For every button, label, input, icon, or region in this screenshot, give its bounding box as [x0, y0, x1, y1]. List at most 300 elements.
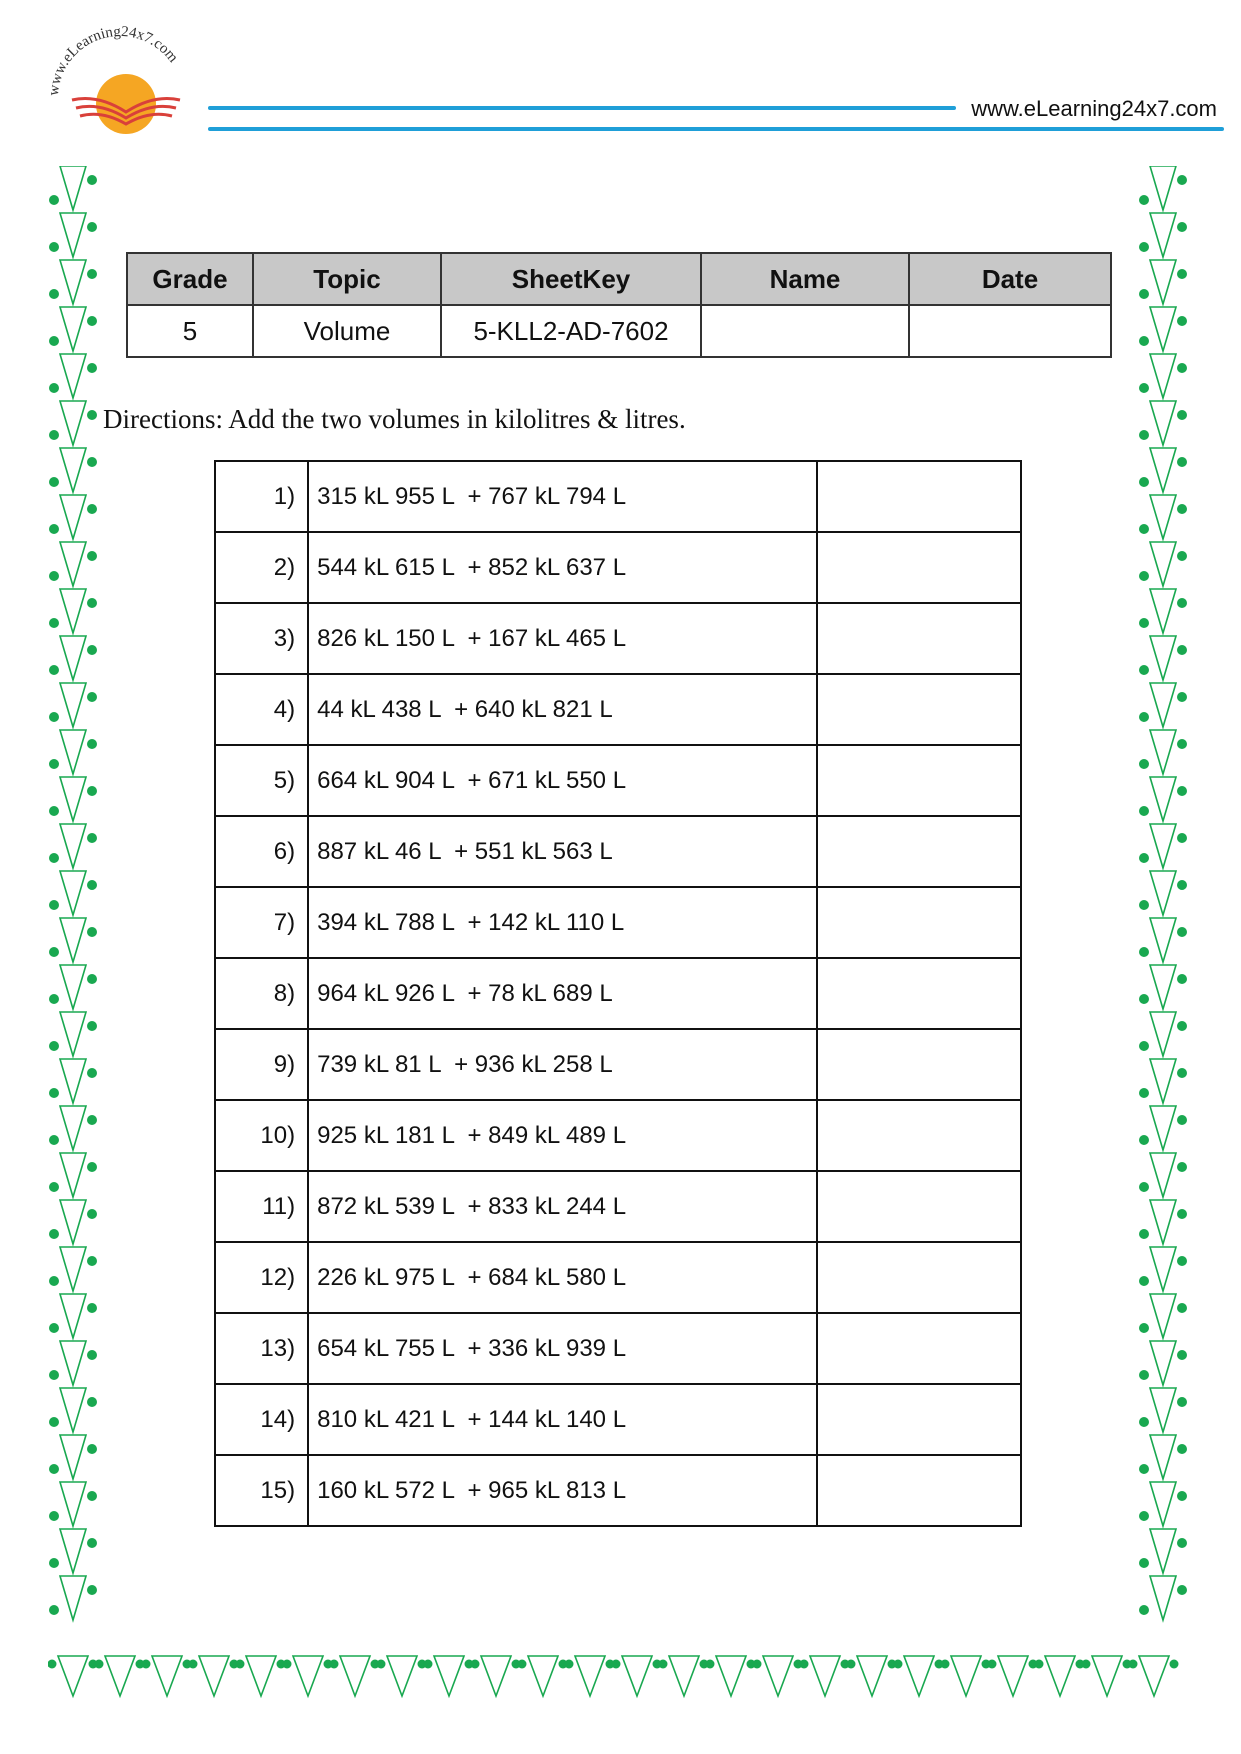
border-dot [1177, 1397, 1187, 1407]
border-dot [87, 692, 97, 702]
border-dot [753, 1660, 762, 1669]
border-triangle [60, 1388, 86, 1432]
problem-first-volume: 654 kL 755 L [317, 1334, 455, 1362]
problem-first-volume: 160 kL 572 L [317, 1476, 455, 1504]
border-triangle [152, 1656, 182, 1696]
border-triangle [60, 1012, 86, 1056]
answer-box[interactable] [817, 1313, 1021, 1384]
problem-number: 7) [215, 887, 308, 958]
border-dot [142, 1660, 151, 1669]
border-dot [1177, 1209, 1187, 1219]
border-dot [988, 1660, 997, 1669]
border-dot [49, 383, 59, 393]
border-triangle [1150, 213, 1176, 257]
border-dot [95, 1660, 104, 1669]
border-dot [49, 1088, 59, 1098]
border-triangle [60, 1153, 86, 1197]
border-triangle [60, 1106, 86, 1150]
problem-expression [308, 745, 817, 816]
border-dot [1139, 947, 1149, 957]
border-dot [87, 1585, 97, 1595]
border-dot [49, 1511, 59, 1521]
border-dot [49, 1605, 59, 1615]
border-triangle [669, 1656, 699, 1696]
info-header-sheetkey: SheetKey [441, 253, 701, 305]
border-dot [87, 786, 97, 796]
problem-number: 4) [215, 674, 308, 745]
problem-second-volume: + 965 kL 813 L [467, 1476, 627, 1504]
site-url: www.eLearning24x7.com [971, 96, 1217, 121]
border-triangle [60, 965, 86, 1009]
border-dot [894, 1660, 903, 1669]
border-dot [1139, 1605, 1149, 1615]
border-dot [1177, 457, 1187, 467]
problem-row [215, 1384, 1021, 1455]
border-dot [87, 363, 97, 373]
border-dot [1139, 1558, 1149, 1568]
border-dot [87, 598, 97, 608]
expression-spacer [441, 838, 454, 865]
border-triangle [60, 260, 86, 304]
problem-expression [308, 674, 817, 745]
border-triangle [951, 1656, 981, 1696]
answer-box[interactable] [817, 1029, 1021, 1100]
problem-expression [308, 532, 817, 603]
border-triangle [1150, 683, 1176, 727]
expression-spacer [454, 909, 467, 936]
border-dot [800, 1660, 809, 1669]
border-triangle [1150, 824, 1176, 868]
border-triangle [1150, 260, 1176, 304]
problem-number: 8) [215, 958, 308, 1029]
border-dot [1139, 994, 1149, 1004]
border-triangle [105, 1656, 135, 1696]
border-triangle [1150, 495, 1176, 539]
problem-expression [308, 1171, 817, 1242]
border-dot [1129, 1660, 1138, 1669]
border-dot [189, 1660, 198, 1669]
border-dot [706, 1660, 715, 1669]
problem-first-volume: 226 kL 975 L [317, 1263, 455, 1291]
answer-box[interactable] [817, 603, 1021, 674]
border-dot [49, 336, 59, 346]
border-dot [49, 994, 59, 1004]
info-value-topic: Volume [253, 305, 441, 357]
answer-box[interactable] [817, 532, 1021, 603]
border-triangle [60, 824, 86, 868]
border-dot [1177, 410, 1187, 420]
border-triangle [387, 1656, 417, 1696]
border-dot [1139, 336, 1149, 346]
border-dot [87, 1256, 97, 1266]
border-dot [1139, 1229, 1149, 1239]
border-dot [87, 551, 97, 561]
problem-number: 11) [215, 1171, 308, 1242]
logo-graphic [40, 20, 210, 150]
border-dot [1139, 1276, 1149, 1286]
problem-row [215, 816, 1021, 887]
expression-spacer [454, 1193, 467, 1220]
border-triangle [60, 683, 86, 727]
problem-row [215, 1313, 1021, 1384]
border-dot [87, 645, 97, 655]
border-dot [1177, 645, 1187, 655]
border-triangle [340, 1656, 370, 1696]
border-dot [1139, 430, 1149, 440]
problem-second-volume: + 167 kL 465 L [467, 624, 627, 652]
border-dot [1177, 1491, 1187, 1501]
border-dot [1177, 786, 1187, 796]
problem-second-volume: + 144 kL 140 L [467, 1405, 627, 1433]
border-triangle [998, 1656, 1028, 1696]
expression-spacer [454, 1264, 467, 1291]
border-dot [659, 1660, 668, 1669]
problem-expression [308, 1384, 817, 1455]
border-dot [1139, 383, 1149, 393]
border-dot [87, 222, 97, 232]
border-dot [612, 1660, 621, 1669]
border-dot [1139, 1464, 1149, 1474]
answer-box[interactable] [817, 1242, 1021, 1313]
border-dot [87, 833, 97, 843]
border-dot [377, 1660, 386, 1669]
answer-box[interactable] [817, 1455, 1021, 1526]
problem-second-volume: + 336 kL 939 L [467, 1334, 627, 1362]
problem-number: 2) [215, 532, 308, 603]
border-triangle [1150, 918, 1176, 962]
problem-number: 9) [215, 1029, 308, 1100]
border-dot [87, 880, 97, 890]
problem-first-volume: 826 kL 150 L [317, 624, 455, 652]
problem-second-volume: + 78 kL 689 L [467, 979, 613, 1007]
border-dot [87, 1303, 97, 1313]
border-triangle [1150, 1482, 1176, 1526]
border-triangle [1150, 1247, 1176, 1291]
border-dot [1139, 1135, 1149, 1145]
problem-row [215, 603, 1021, 674]
border-dot [1177, 363, 1187, 373]
problem-first-volume: 544 kL 615 L [317, 553, 455, 581]
border-triangle [1150, 1435, 1176, 1479]
problem-first-volume: 887 kL 46 L [317, 837, 441, 865]
problem-first-volume: 925 kL 181 L [317, 1121, 455, 1149]
expression-spacer [454, 1122, 467, 1149]
info-value-sheetkey: 5-KLL2-AD-7602 [441, 305, 701, 357]
answer-box[interactable] [817, 674, 1021, 745]
border-triangle [716, 1656, 746, 1696]
border-triangle [60, 777, 86, 821]
info-value-grade: 5 [127, 305, 253, 357]
border-triangle [1150, 777, 1176, 821]
border-dot [1139, 1088, 1149, 1098]
border-triangle [1150, 730, 1176, 774]
border-dot [49, 477, 59, 487]
border-dot [87, 457, 97, 467]
problem-expression [308, 1455, 817, 1526]
problem-second-volume: + 767 kL 794 L [467, 482, 627, 510]
border-dot [49, 571, 59, 581]
problem-number: 15) [215, 1455, 308, 1526]
problem-second-volume: + 551 kL 563 L [454, 837, 613, 865]
problem-number: 3) [215, 603, 308, 674]
border-dot [49, 1464, 59, 1474]
border-triangle [1150, 871, 1176, 915]
logo-arc-text: www.eLearning24x7.com [45, 23, 181, 97]
border-dot [49, 1370, 59, 1380]
answer-box[interactable] [817, 745, 1021, 816]
border-dot [49, 1135, 59, 1145]
problem-row [215, 958, 1021, 1029]
problem-row [215, 1100, 1021, 1171]
border-dot [1139, 618, 1149, 628]
border-triangle [60, 1529, 86, 1573]
border-dot [1177, 927, 1187, 937]
border-dot [87, 1162, 97, 1172]
border-dot [49, 289, 59, 299]
problem-expression [308, 461, 817, 532]
problem-first-volume: 315 kL 955 L [317, 482, 455, 510]
border-dot [1177, 1068, 1187, 1078]
border-triangle [1150, 1294, 1176, 1338]
border-triangle [60, 918, 86, 962]
border-triangle [575, 1656, 605, 1696]
border-dot [1177, 222, 1187, 232]
site-logo [40, 20, 210, 150]
border-dot [1139, 1511, 1149, 1521]
expression-spacer [441, 696, 454, 723]
problem-first-volume: 810 kL 421 L [317, 1405, 455, 1433]
info-value-name[interactable] [701, 305, 909, 357]
border-triangle [60, 1341, 86, 1385]
border-dot [283, 1660, 292, 1669]
border-triangle [60, 213, 86, 257]
expression-spacer [454, 483, 467, 510]
border-triangle [60, 1482, 86, 1526]
border-dot [49, 1182, 59, 1192]
border-triangle [763, 1656, 793, 1696]
border-dot [87, 1350, 97, 1360]
decorative-border-left [48, 166, 98, 1674]
border-dot [1177, 974, 1187, 984]
problem-number: 14) [215, 1384, 308, 1455]
border-dot [1177, 1350, 1187, 1360]
border-dot [1177, 739, 1187, 749]
border-dot [49, 712, 59, 722]
border-dot [1177, 1021, 1187, 1031]
border-dot [87, 1538, 97, 1548]
problem-expression [308, 887, 817, 958]
border-dot [565, 1660, 574, 1669]
border-dot [87, 974, 97, 984]
border-triangle [199, 1656, 229, 1696]
border-dot [49, 1558, 59, 1568]
border-dot [1139, 289, 1149, 299]
border-triangle [528, 1656, 558, 1696]
problem-expression [308, 603, 817, 674]
border-dot [87, 1209, 97, 1219]
border-dot [49, 524, 59, 534]
border-dot [1177, 1303, 1187, 1313]
problem-expression [308, 1029, 817, 1100]
border-dot [1177, 1162, 1187, 1172]
border-triangle [1150, 401, 1176, 445]
border-dot [48, 1660, 57, 1669]
border-dot [1139, 665, 1149, 675]
border-triangle [434, 1656, 464, 1696]
border-dot [1177, 1538, 1187, 1548]
border-dot [1139, 853, 1149, 863]
border-triangle [60, 1200, 86, 1244]
border-dot [1177, 269, 1187, 279]
border-triangle [60, 1294, 86, 1338]
problem-expression [308, 1242, 817, 1313]
border-triangle [1150, 636, 1176, 680]
info-header-date: Date [909, 253, 1111, 305]
border-dot [49, 853, 59, 863]
border-dot [1177, 1115, 1187, 1125]
directions-text: Directions: Add the two volumes in kilolitres & litres. [103, 404, 686, 434]
problem-number: 5) [215, 745, 308, 816]
border-dot [87, 316, 97, 326]
border-dot [1139, 477, 1149, 487]
problem-expression [308, 1313, 817, 1384]
border-dot [471, 1660, 480, 1669]
border-triangle [246, 1656, 276, 1696]
border-dot [424, 1660, 433, 1669]
border-dot [87, 1115, 97, 1125]
problem-first-volume: 872 kL 539 L [317, 1192, 455, 1220]
border-dot [49, 430, 59, 440]
border-triangle [60, 166, 86, 210]
border-dot [1139, 242, 1149, 252]
border-triangle [481, 1656, 511, 1696]
problem-first-volume: 964 kL 926 L [317, 979, 455, 1007]
border-dot [49, 1417, 59, 1427]
answer-box[interactable] [817, 887, 1021, 958]
border-triangle [904, 1656, 934, 1696]
border-triangle [1150, 166, 1176, 210]
problem-row [215, 461, 1021, 532]
border-triangle [1150, 1341, 1176, 1385]
border-triangle [1150, 589, 1176, 633]
border-dot [87, 739, 97, 749]
answer-box[interactable] [817, 461, 1021, 532]
answer-box[interactable] [817, 1171, 1021, 1242]
border-triangle [60, 354, 86, 398]
border-dot [87, 1021, 97, 1031]
answer-box[interactable] [817, 816, 1021, 887]
border-dot [49, 665, 59, 675]
answer-box[interactable] [817, 1100, 1021, 1171]
problem-expression [308, 958, 817, 1029]
problems-table [214, 460, 1022, 1527]
border-triangle [1045, 1656, 1075, 1696]
border-dot [49, 1276, 59, 1286]
border-triangle [60, 1576, 86, 1620]
border-triangle [1150, 448, 1176, 492]
border-dot [49, 1323, 59, 1333]
border-dot [87, 175, 97, 185]
problem-number: 1) [215, 461, 308, 532]
answer-box[interactable] [817, 958, 1021, 1029]
border-triangle [1150, 1106, 1176, 1150]
border-dot [1082, 1660, 1091, 1669]
problem-expression [308, 816, 817, 887]
problem-row [215, 1242, 1021, 1313]
border-dot [1177, 880, 1187, 890]
expression-spacer [454, 1335, 467, 1362]
border-dot [1170, 1660, 1179, 1669]
worksheet-info-table [126, 252, 1112, 358]
border-triangle [60, 307, 86, 351]
expression-spacer [454, 1406, 467, 1433]
info-value-date[interactable] [909, 305, 1111, 357]
border-dot [1177, 175, 1187, 185]
decorative-border-right [1138, 166, 1188, 1674]
problem-second-volume: + 852 kL 637 L [467, 553, 627, 581]
border-dot [1177, 551, 1187, 561]
border-triangle [1150, 1529, 1176, 1573]
border-triangle [1150, 1576, 1176, 1620]
border-dot [49, 1041, 59, 1051]
info-value-row [127, 305, 1111, 357]
problem-number: 13) [215, 1313, 308, 1384]
problem-number: 6) [215, 816, 308, 887]
border-triangle [60, 542, 86, 586]
expression-spacer [454, 980, 467, 1007]
info-header-name: Name [701, 253, 909, 305]
border-dot [87, 504, 97, 514]
info-header-topic: Topic [253, 253, 441, 305]
border-dot [1139, 900, 1149, 910]
border-dot [1139, 712, 1149, 722]
border-dot [49, 1229, 59, 1239]
border-triangle [1092, 1656, 1122, 1696]
border-dot [1139, 524, 1149, 534]
header-rule-bottom [208, 127, 1224, 131]
problem-first-volume: 664 kL 904 L [317, 766, 455, 794]
problem-second-volume: + 684 kL 580 L [467, 1263, 627, 1291]
border-dot [1177, 316, 1187, 326]
border-triangle [293, 1656, 323, 1696]
border-triangle [1150, 1153, 1176, 1197]
border-triangle [60, 636, 86, 680]
border-triangle [622, 1656, 652, 1696]
border-dot [1139, 195, 1149, 205]
answer-box[interactable] [817, 1384, 1021, 1455]
border-dot [1035, 1660, 1044, 1669]
border-triangle [60, 448, 86, 492]
problem-expression [308, 1100, 817, 1171]
border-triangle [1139, 1656, 1169, 1696]
border-dot [941, 1660, 950, 1669]
border-dot [49, 900, 59, 910]
expression-spacer [441, 1051, 454, 1078]
problem-second-volume: + 671 kL 550 L [467, 766, 627, 794]
border-dot [49, 618, 59, 628]
border-dot [1177, 833, 1187, 843]
border-triangle [1150, 1059, 1176, 1103]
border-dot [1177, 598, 1187, 608]
border-dot [87, 1444, 97, 1454]
border-dot [49, 242, 59, 252]
problem-row [215, 1455, 1021, 1526]
border-triangle [1150, 354, 1176, 398]
problem-row [215, 745, 1021, 816]
problem-first-volume: 44 kL 438 L [317, 695, 441, 723]
border-dot [1177, 692, 1187, 702]
border-dot [1139, 1182, 1149, 1192]
